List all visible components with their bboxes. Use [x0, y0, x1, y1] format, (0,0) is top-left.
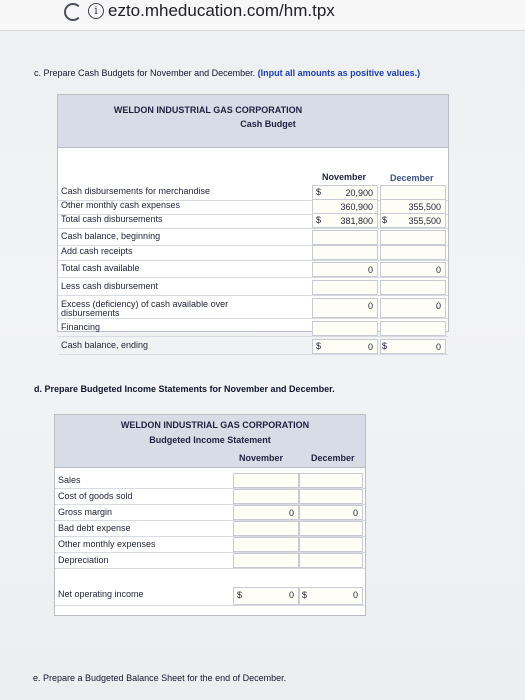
cash-november-input[interactable] [312, 321, 378, 336]
dollar-sign: $ [302, 590, 308, 600]
dollar-sign: $ [316, 215, 322, 225]
cash-november-input[interactable] [312, 185, 378, 200]
cash-december-input[interactable] [380, 245, 446, 260]
cash-december-input[interactable] [380, 230, 446, 245]
cash-row-label: Cash disbursements for merchandise [61, 186, 211, 196]
income-november-value: 0 [288, 508, 294, 518]
cash-november-input[interactable] [312, 230, 378, 245]
income-row [55, 553, 365, 569]
cash-row-label: Excess (deficiency) of cash available over disbursements [61, 299, 229, 318]
cash-row [58, 230, 448, 246]
cash-row-label: Total cash disbursements [61, 214, 163, 224]
income-row [55, 473, 365, 489]
income-november-input[interactable] [233, 537, 299, 552]
cash-november-value: 20,900 [345, 188, 373, 198]
income-november-input[interactable] [233, 521, 299, 536]
cash-row [58, 321, 448, 337]
cash-december-value: 355,500 [408, 216, 441, 226]
income-december-value: 0 [352, 590, 358, 600]
dollar-sign: $ [316, 187, 322, 197]
income-november-value: 0 [288, 590, 294, 600]
income-december-input[interactable] [299, 553, 363, 568]
cash-row [58, 339, 448, 355]
cash-row-label: Other monthly cash expenses [61, 200, 181, 210]
cash-december-value: 0 [435, 265, 441, 275]
cash-row [58, 280, 448, 296]
income-col-november: November [239, 453, 284, 463]
income-statement-table [54, 414, 366, 616]
income-december-input[interactable] [299, 587, 363, 605]
income-november-input[interactable] [233, 505, 299, 520]
income-row-label: Depreciation [58, 555, 109, 565]
dollar-sign: $ [237, 590, 243, 600]
income-row-label: Sales [58, 475, 81, 485]
income-november-input[interactable] [233, 489, 299, 504]
cash-november-input[interactable] [312, 339, 378, 354]
cash-december-value: 0 [435, 342, 441, 352]
cash-november-value: 0 [367, 265, 373, 275]
cash-row-label: Less cash disbursement [61, 281, 159, 291]
company-name: WELDON INDUSTRIAL GAS CORPORATION [113, 105, 303, 115]
info-icon[interactable]: i [88, 3, 104, 19]
section-e-heading [33, 673, 286, 683]
cash-row-label: Total cash available [61, 263, 140, 273]
income-december-input[interactable] [299, 473, 363, 488]
income-november-input[interactable] [233, 587, 299, 605]
cash-row [58, 245, 448, 261]
income-row [55, 537, 365, 553]
income-row-label: Gross margin [58, 507, 113, 517]
dollar-sign: $ [316, 341, 322, 351]
section-c-heading [34, 68, 420, 78]
section-d-label: d. Prepare Budgeted Income Statements for November and December. [34, 384, 335, 394]
income-row [55, 587, 365, 606]
dollar-sign: $ [382, 215, 388, 225]
cash-row-label: Cash balance, ending [61, 340, 149, 350]
cash-november-input[interactable] [312, 245, 378, 260]
income-december-input[interactable] [299, 489, 363, 504]
income-december-value: 0 [352, 508, 358, 518]
cash-row [58, 213, 448, 229]
cash-november-input[interactable] [312, 298, 378, 318]
income-row [55, 521, 365, 537]
cash-december-input[interactable] [380, 339, 446, 354]
cash-november-value: 381,800 [340, 216, 373, 226]
cash-budget-table [57, 94, 449, 352]
income-col-december: December [311, 453, 355, 463]
cash-december-value: 0 [435, 301, 441, 311]
col-november: November [322, 172, 367, 182]
cash-december-input[interactable] [380, 185, 446, 200]
dollar-sign: $ [382, 341, 388, 351]
cash-row [58, 262, 448, 278]
income-row [55, 505, 365, 521]
cash-december-input[interactable] [380, 213, 446, 228]
section-e-label: e. Prepare a Budgeted Balance Sheet for the end of December. [33, 673, 287, 683]
cash-december-value: 355,500 [408, 202, 441, 212]
income-statement-header [55, 415, 365, 468]
col-december: December [390, 173, 434, 183]
cash-budget-subtitle: Cash Budget [240, 119, 296, 129]
cash-row-label: Add cash receipts [61, 246, 133, 256]
cash-november-value: 0 [367, 301, 373, 311]
cash-budget-header [58, 95, 448, 148]
cash-row-label: Financing [61, 322, 101, 332]
cash-row [58, 298, 448, 319]
url-text[interactable]: ezto.mheducation.com/hm.tpx [108, 1, 335, 20]
section-c-label: c. Prepare Cash Budgets for November and December. [34, 68, 256, 78]
income-statement-subtitle: Budgeted Income Statement [149, 435, 271, 445]
cash-december-input[interactable] [380, 280, 446, 295]
cash-december-input[interactable] [380, 199, 446, 214]
cash-december-input[interactable] [380, 298, 446, 318]
income-row-label: Cost of goods sold [58, 491, 133, 501]
page-content [0, 31, 525, 700]
cash-row-label: Cash balance, beginning [61, 231, 161, 241]
reload-icon[interactable] [64, 3, 82, 21]
income-company-name: WELDON INDUSTRIAL GAS CORPORATION [120, 420, 310, 430]
cash-november-input[interactable] [312, 213, 378, 228]
income-row [55, 489, 365, 505]
cash-december-input[interactable] [380, 262, 446, 277]
income-row-label: Net operating income [58, 589, 144, 599]
browser-address-bar[interactable] [0, 0, 525, 31]
income-december-input[interactable] [299, 505, 363, 520]
cash-november-input[interactable] [312, 262, 378, 277]
cash-november-value: 0 [367, 342, 373, 352]
section-d-heading [34, 384, 335, 394]
income-november-input[interactable] [233, 473, 299, 488]
cash-november-input[interactable] [312, 280, 378, 295]
income-december-input[interactable] [299, 521, 363, 536]
cash-november-input[interactable] [312, 199, 378, 214]
cash-november-value: 360,900 [340, 202, 373, 212]
income-december-input[interactable] [299, 537, 363, 552]
income-row-label: Other monthly expenses [58, 539, 156, 549]
income-november-input[interactable] [233, 553, 299, 568]
income-row-label: Bad debt expense [58, 523, 131, 533]
section-c-hint: (Input all amounts as positive values.) [257, 68, 421, 78]
cash-december-input[interactable] [380, 321, 446, 336]
